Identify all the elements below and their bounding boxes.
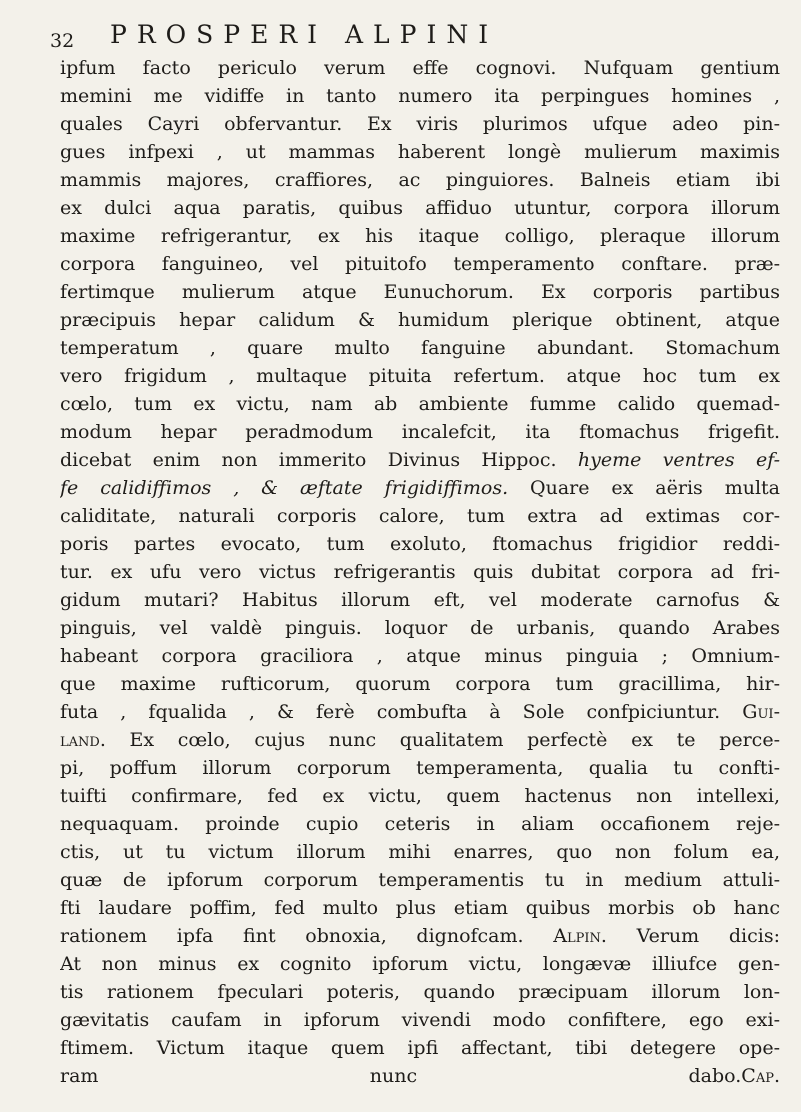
text-segment: Quare ex aëris multa (508, 477, 780, 499)
text-segment: nequaquam. proinde cupio ceteris in aliam occafionem reje- (60, 813, 780, 835)
text-line (60, 446, 780, 474)
text-segment: gævitatis caufam in ipforum vivendi modo confiftere, ego exi- (60, 1009, 780, 1031)
text-segment: fti laudare poffim, fed multo plus etiam quibus morbis ob hanc (60, 897, 780, 919)
text-segment: ram nunc dabo. (60, 1065, 742, 1087)
text-segment: cœlo, tum ex victu, nam ab ambiente fumme calido quemad- (60, 393, 780, 415)
italic-quote: hyeme ventres ef- (577, 449, 780, 471)
text-segment: temperatum , quare multo fanguine abundant. Stomachum (60, 337, 780, 359)
speaker-name: Cap. (741, 1065, 780, 1087)
text-line (60, 362, 780, 390)
running-head: PROSPERI ALPINI (110, 20, 499, 49)
text-line (60, 894, 780, 922)
text-line (60, 614, 780, 642)
text-segment: que maxime rufticorum, quorum corpora tum gracillima, hir- (60, 673, 780, 695)
text-segment: quæ de ipforum corporum temperamentis tu in medium attuli- (60, 869, 780, 891)
text-segment: ctis, ut tu victum illorum mihi enarres, quo non folum ea, (60, 841, 780, 863)
text-segment: quales Cayri obfervantur. Ex viris plurimos ufque adeo pin- (60, 113, 780, 135)
text-line (60, 390, 780, 418)
text-segment: ftimem. Victum itaque quem ipfi affectant, tibi detegere ope- (60, 1037, 780, 1059)
italic-quote: fe calidiffimos , & æftate frigidiffimos. (60, 477, 509, 499)
text-line (60, 1006, 780, 1034)
text-segment: memini me vidiffe in tanto numero ita perpingues homines , (60, 85, 780, 107)
speaker-name: land. (60, 729, 106, 751)
text-segment: vero frigidum , multaque pituita refertum. atque hoc tum ex (60, 365, 780, 387)
text-line (60, 558, 780, 586)
page-header (50, 16, 770, 52)
text-segment: tuifti confirmare, fed ex victu, quem hactenus non intellexi, (60, 785, 780, 807)
text-segment: poris partes evocato, tum exoluto, ftomachus frigidior reddi- (60, 533, 780, 555)
text-line (60, 698, 780, 726)
speaker-name: Gui- (742, 701, 780, 723)
text-segment: pinguis, vel valdè pinguis. loquor de urbanis, quando Arabes (60, 617, 780, 639)
speaker-name: Alpin. (553, 925, 607, 947)
text-line (60, 726, 780, 754)
page-number: 32 (50, 30, 75, 52)
text-line (60, 950, 780, 978)
text-line (60, 922, 780, 950)
text-line (60, 418, 780, 446)
text-line (60, 586, 780, 614)
text-line (60, 334, 780, 362)
text-line (60, 754, 780, 782)
text-line (60, 978, 780, 1006)
text-segment: ipfum facto periculo verum effe cognovi. Nufquam gentium (60, 57, 780, 79)
text-segment: Verum dicis: (606, 925, 780, 947)
text-line (60, 278, 780, 306)
text-line (60, 1062, 780, 1090)
text-segment: Ex cœlo, cujus nunc qualitatem perfectè ex te perce- (105, 729, 780, 751)
text-line (60, 810, 780, 838)
text-line (60, 250, 780, 278)
text-segment: caliditate, naturali corporis calore, tum extra ad extimas cor- (60, 505, 780, 527)
text-segment: ex dulci aqua paratis, quibus affiduo utuntur, corpora illorum (60, 197, 780, 219)
text-segment: fertimque mulierum atque Eunuchorum. Ex corporis partibus (60, 281, 780, 303)
text-segment: At non minus ex cognito ipforum victu, longævæ illiufce gen- (60, 953, 780, 975)
text-line (60, 838, 780, 866)
text-segment: maxime refrigerantur, ex his itaque colligo, pleraque illorum (60, 225, 780, 247)
text-segment: dicebat enim non immerito Divinus Hippoc. (60, 449, 578, 471)
text-line (60, 642, 780, 670)
text-line (60, 502, 780, 530)
text-line (60, 54, 780, 82)
text-line (60, 138, 780, 166)
text-line (60, 530, 780, 558)
text-segment: rationem ipfa fint obnoxia, dignofcam. (60, 925, 554, 947)
text-line (60, 110, 780, 138)
text-segment: gidum mutari? Habitus illorum eft, vel moderate carnofus & (60, 589, 780, 611)
text-segment: gues infpexi , ut mammas haberent longè mulierum maximis (60, 141, 780, 163)
text-line (60, 474, 780, 502)
text-line (60, 866, 780, 894)
text-segment: mammis majores, craffiores, ac pinguiores. Balneis etiam ibi (60, 169, 780, 191)
text-segment: futa , fqualida , & ferè combufta à Sole confpiciuntur. (60, 701, 743, 723)
body-text (60, 54, 780, 1090)
text-line (60, 194, 780, 222)
text-line (60, 782, 780, 810)
text-line (60, 670, 780, 698)
text-segment: tur. ex ufu vero victus refrigerantis quis dubitat corpora ad fri- (60, 561, 780, 583)
text-segment: corpora fanguineo, vel pituitofo temperamento conftare. præ- (60, 253, 780, 275)
text-segment: pi, poffum illorum corporum temperamenta, qualia tu confti- (60, 757, 780, 779)
text-line (60, 82, 780, 110)
text-line (60, 306, 780, 334)
text-line (60, 1034, 780, 1062)
text-line (60, 166, 780, 194)
text-segment: præcipuis hepar calidum & humidum plerique obtinent, atque (60, 309, 780, 331)
text-segment: modum hepar peradmodum incalefcit, ita ftomachus frigefit. (60, 421, 780, 443)
text-segment: tis rationem fpeculari poteris, quando præcipuam illorum lon- (60, 981, 780, 1003)
text-segment: habeant corpora graciliora , atque minus pinguia ; Omnium- (60, 645, 780, 667)
text-line (60, 222, 780, 250)
